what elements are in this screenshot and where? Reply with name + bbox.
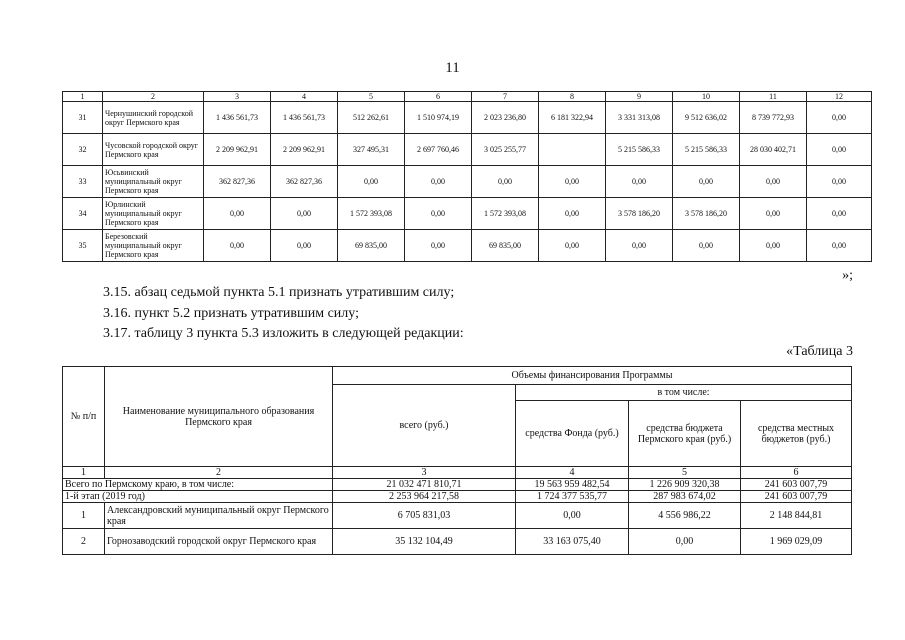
- header-number: № п/п: [63, 367, 105, 467]
- value-cell: 8 739 772,93: [740, 102, 807, 134]
- value-cell: 0,00: [807, 134, 872, 166]
- header-fund-means: средства Фонда (руб.): [516, 401, 629, 467]
- row-number: 2: [63, 529, 105, 555]
- value-cell: 287 983 674,02: [629, 491, 741, 503]
- value-cell: 0,00: [740, 166, 807, 198]
- value-cell: 1 436 561,73: [271, 102, 338, 134]
- value-cell: 0,00: [606, 166, 673, 198]
- value-cell: 1 572 393,08: [472, 198, 539, 230]
- value-cell: 69 835,00: [338, 230, 405, 262]
- value-cell: 0,00: [807, 102, 872, 134]
- value-cell: 3 578 186,20: [673, 198, 740, 230]
- column-index-cell: 12: [807, 92, 872, 102]
- table-row: [63, 529, 852, 555]
- value-cell: 35 132 104,49: [333, 529, 516, 555]
- value-cell: 0,00: [740, 230, 807, 262]
- program-financing-table: [62, 366, 852, 555]
- value-cell: 28 030 402,71: [740, 134, 807, 166]
- column-index-cell: 1: [63, 92, 103, 102]
- value-cell: 1 969 029,09: [741, 529, 852, 555]
- value-cell: 2 253 964 217,58: [333, 491, 516, 503]
- column-index-cell: 9: [606, 92, 673, 102]
- header-including: в том числе:: [516, 385, 852, 401]
- value-cell: 9 512 636,02: [673, 102, 740, 134]
- value-cell: 0,00: [673, 230, 740, 262]
- value-cell: 0,00: [539, 166, 606, 198]
- value-cell: 241 603 007,79: [741, 491, 852, 503]
- value-cell: 5 215 586,33: [673, 134, 740, 166]
- summary-label: 1-й этап (2019 год): [63, 491, 333, 503]
- municipality-name: Чернушинский городской округ Пермского края: [103, 102, 204, 134]
- value-cell: 0,00: [807, 166, 872, 198]
- index-cell: 5: [629, 467, 741, 479]
- value-cell: 2 209 962,91: [271, 134, 338, 166]
- summary-label: Всего по Пермскому краю, в том числе:: [63, 479, 333, 491]
- column-index-cell: 10: [673, 92, 740, 102]
- table-row: [63, 134, 872, 166]
- value-cell: 0,00: [606, 230, 673, 262]
- value-cell: 4 556 986,22: [629, 503, 741, 529]
- index-cell: 1: [63, 467, 105, 479]
- value-cell: 2 209 962,91: [204, 134, 271, 166]
- row-number: 33: [63, 166, 103, 198]
- table-row: [63, 198, 872, 230]
- closing-quote-mark: »;: [842, 268, 853, 283]
- value-cell: 0,00: [204, 230, 271, 262]
- value-cell: 19 563 959 482,54: [516, 479, 629, 491]
- column-index-cell: 6: [405, 92, 472, 102]
- column-index-cell: 11: [740, 92, 807, 102]
- value-cell: 0,00: [405, 198, 472, 230]
- municipality-name: Юрлинский муниципальный округ Пермского края: [103, 198, 204, 230]
- municipality-name: Юсьвинский муниципальный округ Пермского края: [103, 166, 204, 198]
- paragraph-3-17: 3.17. таблицу 3 пункта 5.3 изложить в следующей редакции:: [103, 326, 464, 341]
- value-cell: 1 510 974,19: [405, 102, 472, 134]
- value-cell: 2 697 760,46: [405, 134, 472, 166]
- header-regional-budget: средства бюджета Пермского края (руб.): [629, 401, 741, 467]
- column-index-cell: 4: [271, 92, 338, 102]
- value-cell: 5 215 586,33: [606, 134, 673, 166]
- page-number: 11: [445, 60, 460, 76]
- row-number: 35: [63, 230, 103, 262]
- value-cell: 0,00: [539, 198, 606, 230]
- value-cell: 327 495,31: [338, 134, 405, 166]
- table-row: [63, 102, 872, 134]
- table-row: [63, 166, 872, 198]
- value-cell: 1 436 561,73: [204, 102, 271, 134]
- header-total: всего (руб.): [333, 385, 516, 467]
- value-cell: 3 025 255,77: [472, 134, 539, 166]
- paragraph-3-16: 3.16. пункт 5.2 признать утратившим силу;: [103, 306, 359, 321]
- municipality-name: Березовский муниципальный округ Пермского края: [103, 230, 204, 262]
- value-cell: 0,00: [472, 166, 539, 198]
- column-index-cell: 5: [338, 92, 405, 102]
- column-index-cell: 2: [103, 92, 204, 102]
- municipality-name: Александровский муниципальный округ Пермского края: [105, 503, 333, 529]
- header-local-budgets: средства местных бюджетов (руб.): [741, 401, 852, 467]
- column-index-cell: 3: [204, 92, 271, 102]
- value-cell: 362 827,36: [271, 166, 338, 198]
- value-cell: 1 724 377 535,77: [516, 491, 629, 503]
- value-cell: 0,00: [673, 166, 740, 198]
- value-cell: 6 705 831,03: [333, 503, 516, 529]
- value-cell: 241 603 007,79: [741, 479, 852, 491]
- table-row: [63, 503, 852, 529]
- summary-row-total: [63, 479, 852, 491]
- funding-table-continued: [62, 91, 872, 262]
- index-cell: 3: [333, 467, 516, 479]
- paragraph-3-15: 3.15. абзац седьмой пункта 5.1 признать утратившим силу;: [103, 285, 455, 300]
- value-cell: 0,00: [516, 503, 629, 529]
- value-cell: 512 262,61: [338, 102, 405, 134]
- value-cell: 0,00: [539, 230, 606, 262]
- value-cell: 33 163 075,40: [516, 529, 629, 555]
- value-cell: 0,00: [271, 198, 338, 230]
- value-cell: 0,00: [204, 198, 271, 230]
- value-cell: 2 023 236,80: [472, 102, 539, 134]
- value-cell: 362 827,36: [204, 166, 271, 198]
- value-cell: 6 181 322,94: [539, 102, 606, 134]
- row-number: 1: [63, 503, 105, 529]
- row-number: 31: [63, 102, 103, 134]
- value-cell: 21 032 471 810,71: [333, 479, 516, 491]
- value-cell: 0,00: [807, 230, 872, 262]
- header-municipality-name: Наименование муниципального образования Пермского края: [105, 367, 333, 467]
- value-cell: 0,00: [271, 230, 338, 262]
- index-cell: 6: [741, 467, 852, 479]
- value-cell: 69 835,00: [472, 230, 539, 262]
- value-cell: 0,00: [405, 230, 472, 262]
- summary-row-stage-1: [63, 491, 852, 503]
- value-cell: [539, 134, 606, 166]
- header-financing-volumes: Объемы финансирования Программы: [333, 367, 852, 385]
- value-cell: 0,00: [629, 529, 741, 555]
- value-cell: 3 578 186,20: [606, 198, 673, 230]
- value-cell: 1 572 393,08: [338, 198, 405, 230]
- municipality-name: Чусовской городской округ Пермского края: [103, 134, 204, 166]
- table-header-row: [63, 92, 872, 102]
- value-cell: 0,00: [405, 166, 472, 198]
- column-index-cell: 7: [472, 92, 539, 102]
- value-cell: 0,00: [740, 198, 807, 230]
- value-cell: 2 148 844,81: [741, 503, 852, 529]
- row-number: 32: [63, 134, 103, 166]
- value-cell: 3 331 313,08: [606, 102, 673, 134]
- index-cell: 4: [516, 467, 629, 479]
- table-row: [63, 230, 872, 262]
- table-3-title: «Таблица 3: [786, 344, 853, 359]
- index-cell: 2: [105, 467, 333, 479]
- value-cell: 0,00: [807, 198, 872, 230]
- value-cell: 1 226 909 320,38: [629, 479, 741, 491]
- municipality-name: Горнозаводский городской округ Пермского края: [105, 529, 333, 555]
- row-number: 34: [63, 198, 103, 230]
- column-index-cell: 8: [539, 92, 606, 102]
- value-cell: 0,00: [338, 166, 405, 198]
